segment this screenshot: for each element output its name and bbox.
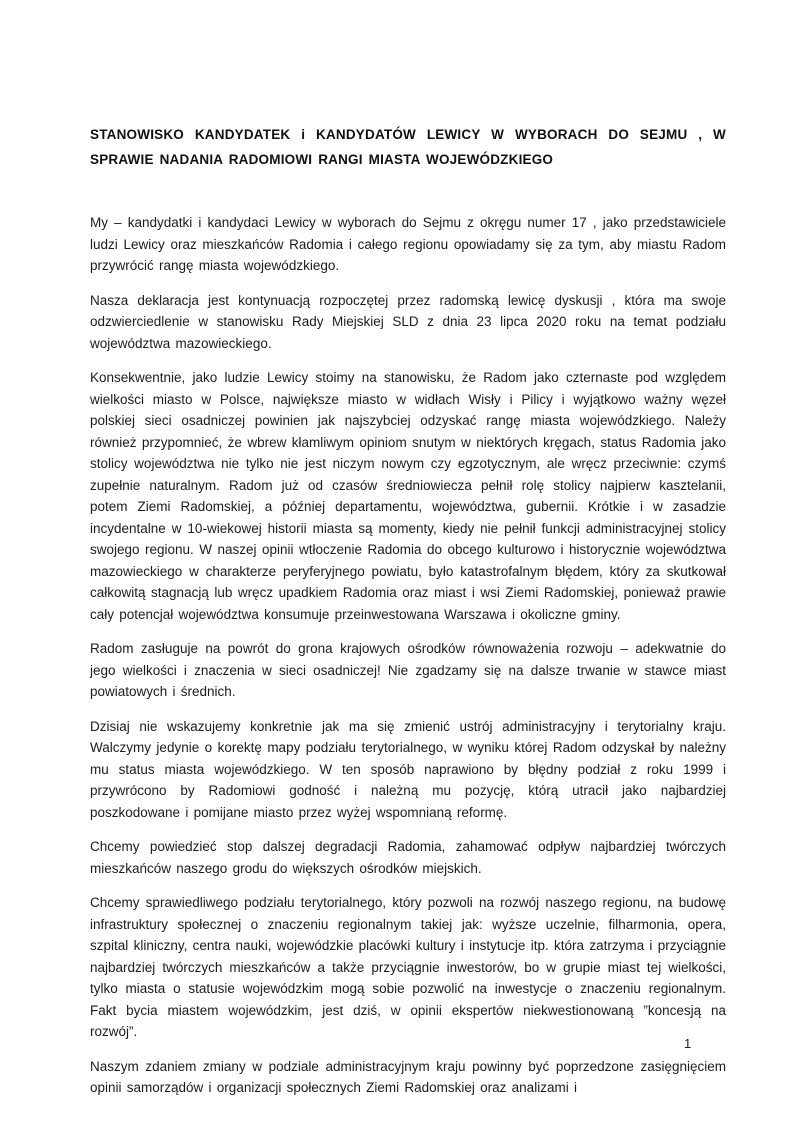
page-number: 1 [684, 1036, 692, 1051]
document-title: STANOWISKO KANDYDATEK i KANDYDATÓW LEWICY W WYBORACH DO SEJMU , W SPRAWIE NADANIA RADOMIOWI RANGI MIASTA WOJEWÓDZKIEGO [90, 127, 726, 167]
paragraph: Naszym zdaniem zmiany w podziale administracyjnym kraju powinny być poprzedzone zasięgnięciem opinii samorządów i organizacji społecznych Ziemi Radomskiej oraz analizami i [90, 1058, 726, 1095]
paragraph: Radom zasługuje na powrót do grona krajowych ośrodków równoważenia rozwoju – adekwatnie do jego wielkości i znaczenia w sieci osadniczej! Nie zgadzamy się na dalsze trwanie w stawce miast powiatowych i średnich. [90, 641, 726, 699]
paragraph: Nasza deklaracja jest kontynuacją rozpoczętej przez radomską lewicę dyskusji , która ma swoje odzwierciedlenie w stanowisku Rady Miejskiej SLD z dnia 23 lipca 2020 roku na temat podziału województwa mazowieckiego. [90, 292, 726, 351]
paragraph: Chcemy sprawiedliwego podziału terytorialnego, który pozwoli na rozwój naszego regionu, na budowę infrastruktury społecznej o znaczeniu regionalnym takiej jak: wyższe uczelnie, filharmonia, opera, szpital kliniczny, centra nauki, wojewódzkie placówki kultury i instytucje itp. która zatrzyma i przyciągnie najbardziej twórczych mieszkańców a także przyciągnie inwestorów, bo w grupie miast tej wielkości, tylko miasta o statusie wojewódzkim mogą sobie pozwolić na inwestycje o znaczeniu regionalnym. Fakt bycia miastem wojewódzkim, jest dziś, w opinii ekspertów niekwestionowaną ”koncesją na rozwój”. [90, 895, 726, 1039]
paragraph: My – kandydatki i kandydaci Lewicy w wyborach do Sejmu z okręgu numer 17 , jako przedstawiciele ludzi Lewicy oraz mieszkańców Radomia i całego regionu opowiadamy się za tym, aby miastu Radom przywrócić rangę miasta wojewódzkiego. [90, 215, 726, 273]
document-content [90, 122, 726, 1112]
paragraph: Konsekwentnie, jako ludzie Lewicy stoimy na stanowisku, że Radom jako czternaste pod względem wielkości miasto w Polsce, największe miasto w widłach Wisły i Pilicy i wyjątkowo ważny węzeł polskiej sieci osadniczej powinien jak najszybciej odzyskać rangę miasta wojewódzkiego. Należy również przypomnieć, że wbrew kłamliwym opiniom snutym w niektórych kręgach, status Radomia jako stolicy województwa nie tylko nie jest niczym nowym czy egzotycznym, ale wręcz przeciwnie: czymś zupełnie naturalnym. Radom już od czasów średniowiecza pełnił rolę stolicy najpierw kasztelanii, potem Ziemi Radomskiej, a później departamentu, województwa, gubernii. Krótkie i w zasadzie incydentalne w 10-wiekowej historii miasta są momenty, kiedy nie pełnił funkcji administracyjnej stolicy swojego regionu. W naszej opinii wtłoczenie Radomia do obcego kulturowo i historycznie województwa mazowieckiego w charakterze peryferyjnego powiatu, było katastrofalnym błędem, który za skutkował całkowitą stagnacją lub wręcz upadkiem Radomia oraz miast i wsi Ziemi Radomskiej, ponieważ prawie cały potencjał województwa konsumuje przeinwestowana Warszawa i okoliczne gminy. [90, 370, 726, 622]
paragraph: Dzisiaj nie wskazujemy konkretnie jak ma się zmienić ustrój administracyjny i terytorialny kraju. Walczymy jedynie o korektę mapy podziału terytorialnego, w wyniku której Radom odzyskał by należny mu status miasta wojewódzkiego. W ten sposób naprawiono by błędny podział z roku 1999 i przywrócono by Radomiowi godność i należną mu pozycję, którą utracił jako najbardziej poszkodowane i pomijane miasto przez wyżej wspomnianą reformę. [90, 718, 726, 820]
paragraph: Chcemy powiedzieć stop dalszej degradacji Radomia, zahamować odpływ najbardziej twórczych mieszkańców naszego grodu do większych ośrodków miejskich. [90, 839, 726, 876]
